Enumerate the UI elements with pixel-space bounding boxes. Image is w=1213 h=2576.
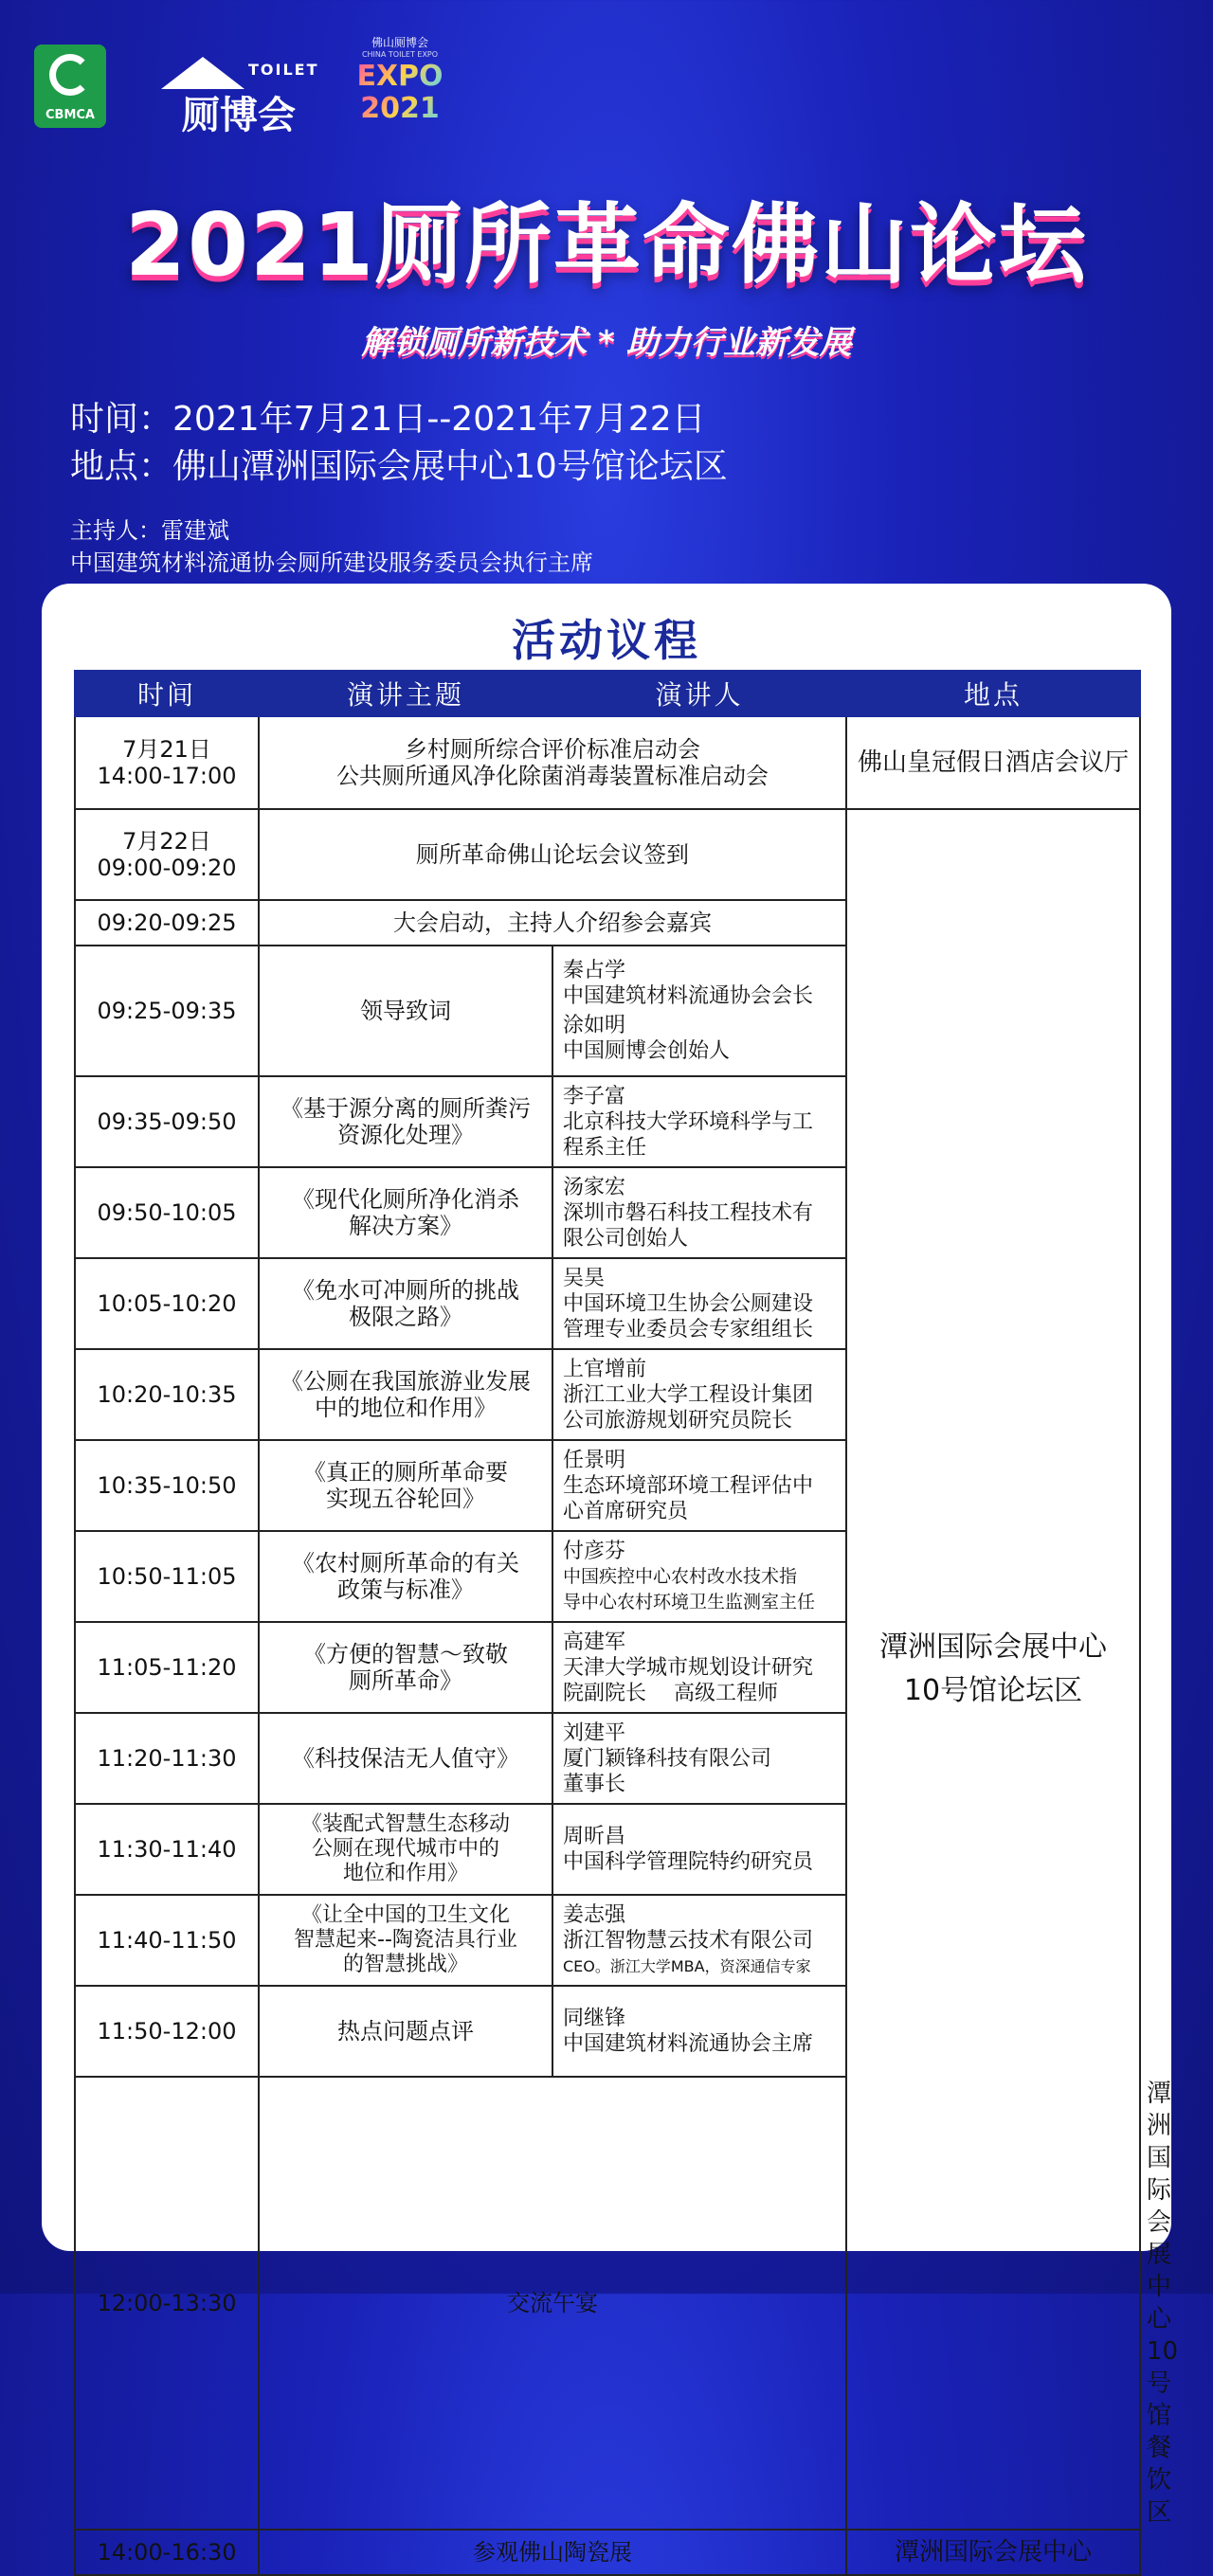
row-speaker: 付彦芬 中国疾控中心农村改水技术指 导中心农村环境卫生监测室主任 xyxy=(552,1531,846,1622)
row-topic: 热点问题点评 xyxy=(259,1986,552,2077)
header-topic: 演讲主题 xyxy=(259,671,552,716)
table-row: 12:00-13:30 交流午宴 潭洲国际会展中心 10号馆餐饮区 xyxy=(75,2077,1140,2530)
row-location: 佛山皇冠假日酒店会议厅 xyxy=(846,716,1140,809)
page-subtitle: 解锁厕所新技术 * 助力行业新发展 xyxy=(361,324,852,362)
expo-logo-en: CHINA TOILET EXPO xyxy=(361,50,439,59)
expo-logo-cn: 佛山厕博会 xyxy=(371,36,428,49)
toilet-logo-cn: 厕博会 xyxy=(182,94,296,137)
agenda-card xyxy=(42,584,1179,2567)
forum-location: 潭洲国际会展中心 10号馆论坛区 xyxy=(846,809,1140,2530)
table-row xyxy=(75,716,1140,809)
row-speaker: 任景明 生态环境部环境工程评估中 心首席研究员 xyxy=(552,1440,846,1531)
row-topic: 大会启动，主持人介绍参会嘉宾 xyxy=(259,900,846,946)
row-time: 10:35-10:50 xyxy=(75,1440,259,1531)
row-speaker: 姜志强 浙江智物慧云技术有限公司 CEO。浙江大学MBA，资深通信专家 xyxy=(552,1895,846,1986)
row-time: 11:40-11:50 xyxy=(75,1895,259,1986)
row-speaker: 汤家宏 深圳市磐石科技工程技术有 限公司创始人 xyxy=(552,1167,846,1258)
row-speaker: 高建军 天津大学城市规划设计研究 院副院长 高级工程师 xyxy=(552,1622,846,1713)
row-time: 14:00-16:30 xyxy=(75,2530,259,2575)
row-topic: 《方便的智慧～致敬 厕所革命》 xyxy=(259,1622,552,1713)
row-time: 09:35-09:50 xyxy=(75,1076,259,1167)
row-time: 09:50-10:05 xyxy=(75,1167,259,1258)
agenda-title: 活动议程 xyxy=(512,615,701,666)
event-time: 时间：2021年7月21日--2021年7月22日 xyxy=(70,400,706,439)
row-time: 11:50-12:00 xyxy=(75,1986,259,2077)
row-topic: 《公厕在我国旅游业发展 中的地位和作用》 xyxy=(259,1349,552,1440)
cbmca-logo xyxy=(34,45,106,128)
row-speaker: 吴昊 中国环境卫生协会公厕建设 管理专业委员会专家组组长 xyxy=(552,1258,846,1349)
expo-logo-big1: EXPO xyxy=(353,63,447,91)
expo-2021-logo xyxy=(353,34,447,138)
row-time: 12:00-13:30 xyxy=(75,2077,259,2530)
agenda-table xyxy=(74,670,1179,2576)
house-roof-icon xyxy=(161,57,244,89)
row-topic: 《农村厕所革命的有关 政策与标准》 xyxy=(259,1531,552,1622)
row-time: 10:20-10:35 xyxy=(75,1349,259,1440)
row-time: 11:30-11:40 xyxy=(75,1804,259,1895)
row-speaker: 同继锋 中国建筑材料流通协会主席 xyxy=(552,1986,846,2077)
host-role: 中国建筑材料流通协会厕所建设服务委员会执行主席 xyxy=(70,549,593,576)
header-location: 地点 xyxy=(846,671,1140,716)
row-topic: 厕所革命佛山论坛会议签到 xyxy=(259,809,846,900)
row-topic: 参观佛山陶瓷展 xyxy=(259,2530,846,2575)
expo-logo-big2: 2021 xyxy=(353,95,447,123)
row-topic: 《现代化厕所净化消杀 解决方案》 xyxy=(259,1167,552,1258)
table-row xyxy=(75,2530,1140,2575)
row-speaker: 周昕昌 中国科学管理院特约研究员 xyxy=(552,1804,846,1895)
row-topic: 《免水可冲厕所的挑战 极限之路》 xyxy=(259,1258,552,1349)
event-place: 地点：佛山潭洲国际会展中心10号馆论坛区 xyxy=(70,447,728,486)
header-time: 时间 xyxy=(75,671,259,716)
row-time: 10:05-10:20 xyxy=(75,1258,259,1349)
row-time: 11:20-11:30 xyxy=(75,1713,259,1804)
page-title: 2021厕所革命佛山论坛 xyxy=(124,194,1089,296)
row-location: 潭洲国际会展中心 xyxy=(846,2530,1140,2575)
table-header-row xyxy=(75,671,1140,716)
row-topic: 乡村厕所综合评价标准启动会 公共厕所通风净化除菌消毒装置标准启动会 xyxy=(259,716,846,809)
event-info xyxy=(70,396,728,491)
row-topic: 领导致词 xyxy=(259,946,552,1076)
header-speaker: 演讲人 xyxy=(552,671,846,716)
host-info xyxy=(70,514,593,579)
row-topic: 《基于源分离的厕所粪污 资源化处理》 xyxy=(259,1076,552,1167)
row-topic: 《装配式智慧生态移动 公厕在现代城市中的 地位和作用》 xyxy=(259,1804,552,1895)
row-time: 11:05-11:20 xyxy=(75,1622,259,1713)
host-name: 主持人：雷建斌 xyxy=(70,517,229,544)
row-speaker: 李子富 北京科技大学环境科学与工 程系主任 xyxy=(552,1076,846,1167)
row-time: 10:50-11:05 xyxy=(75,1531,259,1622)
row-time: 09:25-09:35 xyxy=(75,946,259,1076)
header-logos xyxy=(34,34,447,138)
row-topic: 《真正的厕所革命要 实现五谷轮回》 xyxy=(259,1440,552,1531)
row-time: 09:20-09:25 xyxy=(75,900,259,946)
toilet-expo-logo xyxy=(144,44,319,137)
row-time: 7月22日 09:00-09:20 xyxy=(75,809,259,900)
row-speaker: 刘建平 厦门颖锋科技有限公司 董事长 xyxy=(552,1713,846,1804)
row-topic: 《科技保洁无人值守》 xyxy=(259,1713,552,1804)
row-topic: 《让全中国的卫生文化 智慧起来--陶瓷洁具行业 的智慧挑战》 xyxy=(259,1895,552,1986)
table-row xyxy=(75,809,1140,900)
row-speaker: 上官增前 浙江工业大学工程设计集团 公司旅游规划研究员院长 xyxy=(552,1349,846,1440)
row-time: 7月21日 14:00-17:00 xyxy=(75,716,259,809)
cbmca-logo-text: CBMCA xyxy=(45,108,95,122)
row-topic: 交流午宴 xyxy=(259,2077,846,2530)
row-speaker: 秦占学 中国建筑材料流通协会会长 涂如明 中国厕博会创始人 xyxy=(552,946,846,1076)
toilet-logo-en: TOILET xyxy=(248,61,319,79)
